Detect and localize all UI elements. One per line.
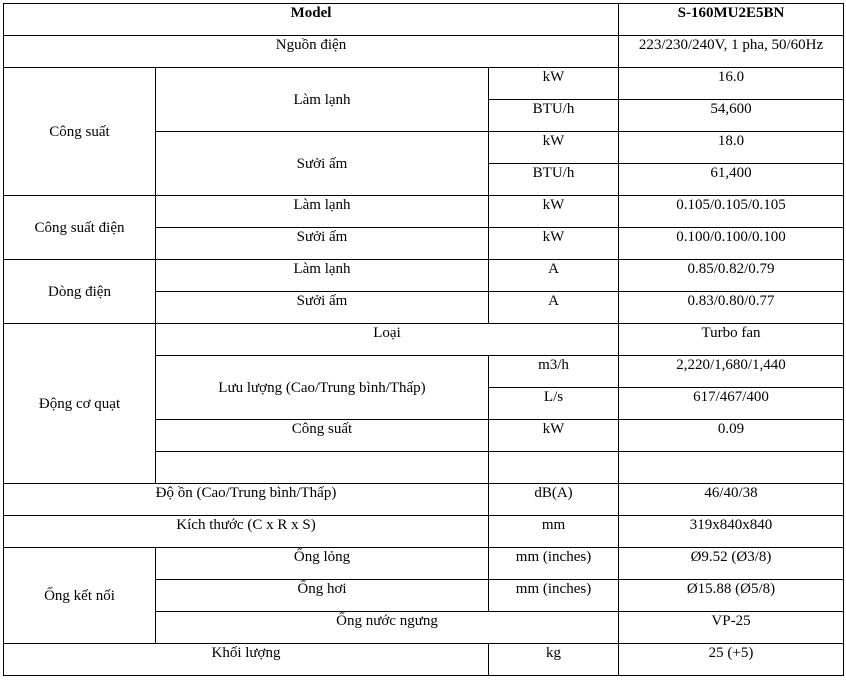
airflow-ls-unit: L/s: [489, 388, 619, 420]
dimensions-unit: mm: [489, 516, 619, 548]
power-supply-row: [4, 36, 844, 68]
liquid-pipe-label: Ống lỏng: [156, 548, 489, 580]
dimensions-label: Kích thước (C x R x S): [4, 516, 489, 548]
liquid-pipe-unit: mm (inches): [489, 548, 619, 580]
fan-type-value: Turbo fan: [619, 324, 844, 356]
fan-power-unit: kW: [489, 420, 619, 452]
capacity-row: [4, 68, 844, 100]
power-supply-value: 223/230/240V, 1 pha, 50/60Hz: [619, 36, 844, 68]
empty-cell: [156, 452, 489, 484]
current-heating-label: Sưởi ấm: [156, 292, 489, 324]
capacity-cooling-label: Làm lạnh: [156, 68, 489, 132]
dimensions-value: 319x840x840: [619, 516, 844, 548]
fan-power-value: 0.09: [619, 420, 844, 452]
dimensions-row: [4, 516, 844, 548]
spec-table: [3, 3, 844, 676]
capacity-cooling-kw: 16.0: [619, 68, 844, 100]
noise-label: Độ ồn (Cao/Trung bình/Thấp): [4, 484, 489, 516]
weight-unit: kg: [489, 644, 619, 676]
noise-unit: dB(A): [489, 484, 619, 516]
gas-pipe-value: Ø15.88 (Ø5/8): [619, 580, 844, 612]
fan-motor-row: [4, 324, 844, 356]
current-label: Dòng điện: [4, 260, 156, 324]
weight-row: [4, 644, 844, 676]
power-input-heating-unit: kW: [489, 228, 619, 260]
capacity-cooling-kw-unit: kW: [489, 68, 619, 100]
current-cooling-value: 0.85/0.82/0.79: [619, 260, 844, 292]
current-cooling-unit: A: [489, 260, 619, 292]
capacity-heating-label: Sưởi ấm: [156, 132, 489, 196]
model-value: S-160MU2E5BN: [619, 4, 844, 36]
empty-cell: [619, 452, 844, 484]
current-row: [4, 260, 844, 292]
power-input-heating-label: Sưởi ấm: [156, 228, 489, 260]
fan-motor-label: Động cơ quạt: [4, 324, 156, 484]
power-supply-label: Nguồn điện: [4, 36, 619, 68]
model-label: Model: [4, 4, 619, 36]
airflow-m3h-unit: m3/h: [489, 356, 619, 388]
gas-pipe-label: Ống hơi: [156, 580, 489, 612]
piping-label: Ống kết nối: [4, 548, 156, 644]
capacity-cooling-btu: 54,600: [619, 100, 844, 132]
drain-pipe-label: Ống nước ngưng: [156, 612, 619, 644]
airflow-label: Lưu lượng (Cao/Trung bình/Thấp): [156, 356, 489, 420]
empty-cell: [489, 452, 619, 484]
capacity-heating-btu: 61,400: [619, 164, 844, 196]
piping-row: [4, 548, 844, 580]
gas-pipe-unit: mm (inches): [489, 580, 619, 612]
airflow-m3h-value: 2,220/1,680/1,440: [619, 356, 844, 388]
power-input-heating-value: 0.100/0.100/0.100: [619, 228, 844, 260]
liquid-pipe-value: Ø9.52 (Ø3/8): [619, 548, 844, 580]
capacity-heating-kw: 18.0: [619, 132, 844, 164]
power-input-cooling-unit: kW: [489, 196, 619, 228]
current-cooling-label: Làm lạnh: [156, 260, 489, 292]
power-input-cooling-value: 0.105/0.105/0.105: [619, 196, 844, 228]
drain-pipe-value: VP-25: [619, 612, 844, 644]
noise-row: [4, 484, 844, 516]
capacity-label: Công suất: [4, 68, 156, 196]
capacity-heating-btu-unit: BTU/h: [489, 164, 619, 196]
airflow-ls-value: 617/467/400: [619, 388, 844, 420]
weight-label: Khối lượng: [4, 644, 489, 676]
power-input-cooling-label: Làm lạnh: [156, 196, 489, 228]
header-row: [4, 4, 844, 36]
capacity-heating-kw-unit: kW: [489, 132, 619, 164]
capacity-cooling-btu-unit: BTU/h: [489, 100, 619, 132]
noise-value: 46/40/38: [619, 484, 844, 516]
current-heating-value: 0.83/0.80/0.77: [619, 292, 844, 324]
weight-value: 25 (+5): [619, 644, 844, 676]
current-heating-unit: A: [489, 292, 619, 324]
fan-type-label: Loại: [156, 324, 619, 356]
fan-power-label: Công suất: [156, 420, 489, 452]
power-input-row: [4, 196, 844, 228]
power-input-label: Công suất điện: [4, 196, 156, 260]
